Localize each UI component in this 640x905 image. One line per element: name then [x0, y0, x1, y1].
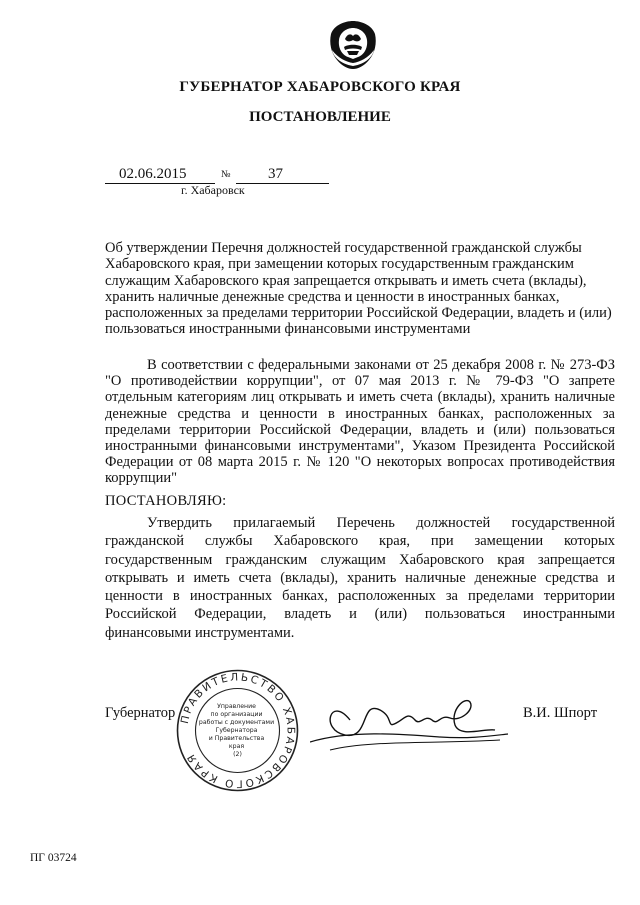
- official-stamp: [175, 668, 300, 793]
- document-type: ПОСТАНОВЛЕНИЕ: [249, 109, 391, 125]
- svg-text:Управление по организации: Управление по организации работы с документами Губернатора и Правительства края (2): [198, 703, 275, 758]
- decree-paragraph: Утвердить прилагаемый Перечень должностей государственной гражданской службы Хабаровского края, при замещении которых государственным гражданским служащим Хабаровского края запрещается открывать и иметь счета (вклады), хранить наличные денежные средства и ценности в иностранных банках, расположенных за пределами территории Российской Федерации, владеть и (или) пользоваться иностранными финансовыми инструментами.: [105, 515, 615, 641]
- handwritten-signature: [310, 690, 510, 760]
- document-subject: Об утверждении Перечня должностей государственной гражданской службы Хабаровского края, при замещении которых государственным гражданским служащим Хабаровского края запрещается открывать и иметь счета (вклады), хранить наличные денежные средства и ценности в иностранных банках, расположенных за пределами территории Российской Федерации, владеть и (или) пользоваться иностранными финансовыми инструментами: [105, 240, 612, 338]
- svg-text:ПРАВИТЕЛЬСТВО ХАБАРОВСКОГО КРА: ПРАВИТЕЛЬСТВО ХАБАРОВСКОГО КРАЯ: [178, 671, 297, 790]
- number-underline: [236, 183, 329, 184]
- preamble-paragraph: В соответствии с федеральными законами от 25 декабря 2008 г. № 273-ФЗ "О противодействии коррупции", от 07 мая 2013 г. № 79-ФЗ "О запрете отдельным категориям лиц открывать и иметь счета (вклады), хранить наличные денежные средства и ценности в иностранных банках, расположенных за пределами территории Российской Федерации, владеть и (или) пользоваться иностранными финансовыми инструментами", Указом Президента Российской Федерации от 08 марта 2015 г. № 120 "О некоторых вопросах противодействия коррупции": [105, 357, 615, 487]
- decree-keyword: ПОСТАНОВЛЯЮ:: [105, 493, 227, 509]
- coat-of-arms-emblem: [328, 20, 378, 70]
- number-sign: №: [221, 169, 231, 180]
- document-date: 02.06.2015: [119, 166, 187, 182]
- organization-title: ГУБЕРНАТОР ХАБАРОВСКОГО КРАЯ: [179, 79, 461, 95]
- footer-code: ПГ 03724: [30, 852, 77, 864]
- document-city: г. Хабаровск: [181, 183, 245, 197]
- signatory-name: В.И. Шпорт: [523, 705, 598, 721]
- document-number: 37: [268, 166, 283, 182]
- signatory-title: Губернатор: [105, 705, 176, 721]
- date-number-line: [105, 166, 335, 184]
